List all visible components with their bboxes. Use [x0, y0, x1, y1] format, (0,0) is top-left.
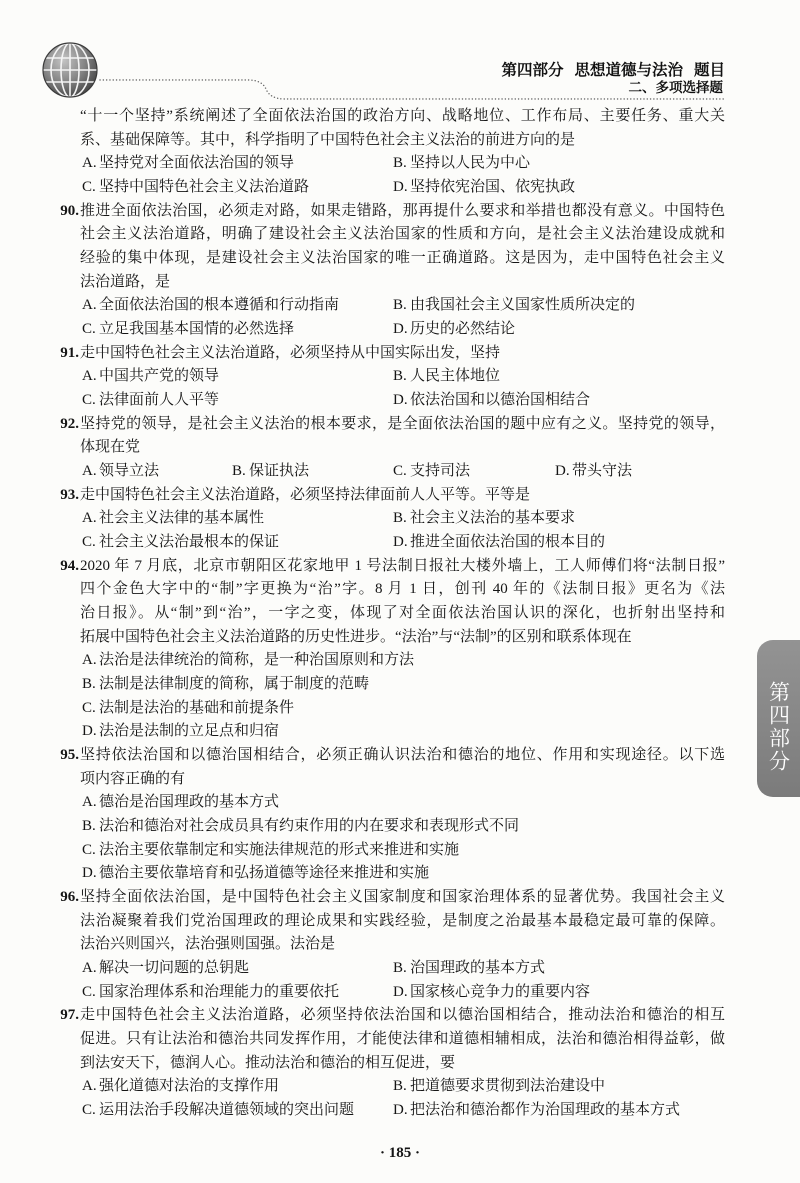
header-part: 第四部分: [501, 61, 564, 79]
option-text: 法治是法律统治的简称，是一种治国原则和方法: [99, 652, 415, 669]
option-text: 立足我国基本国情的必然选择: [99, 321, 295, 337]
question-stem-text: 治日报》。从“制”到“治”，一字之变，体现了对全面依法治国认识的深化，也折射出坚持和: [80, 604, 725, 621]
option-text: 法治是法制的立足点和归宿: [99, 723, 280, 740]
option-row: [80, 176, 725, 200]
option-row: [80, 152, 725, 176]
option-row: [80, 1099, 725, 1123]
question-stem-line: [80, 910, 725, 934]
option-C: [82, 839, 459, 863]
option-letter: A.: [82, 510, 97, 527]
option-letter: A.: [82, 155, 97, 172]
option-B: [393, 1075, 605, 1099]
option-letter: B.: [393, 959, 407, 976]
question-stem-line: [80, 933, 725, 957]
option-letter: D.: [393, 391, 408, 408]
option-letter: B.: [82, 817, 96, 834]
question-stem-line: [80, 578, 725, 602]
option-text: 依法治国和以德治国相结合: [410, 391, 591, 408]
option-text: 历史的必然结论: [410, 321, 516, 337]
question-stem-line: [80, 1028, 725, 1052]
question-stem-line: [60, 342, 725, 366]
option-text: 解决一切问题的总钥匙: [99, 959, 250, 976]
question-stem-text: 坚持全面依法治国，是中国特色社会主义国家制度和国家治理体系的显著优势。我国社会主义: [80, 888, 725, 905]
option-B: [393, 152, 530, 176]
question-stem-text: 走中国特色社会主义法治道路，必须坚持从中国实际出发，坚持: [80, 344, 501, 361]
option-text: 法制是法律制度的简称，属于制度的范畴: [99, 675, 370, 692]
option-row: [80, 720, 725, 744]
option-C: [82, 389, 219, 413]
question-stem-text: 法治兴则国兴，法治强则国强。法治是: [80, 936, 336, 953]
option-letter: C.: [82, 321, 96, 337]
option-text: 法律面前人人平等: [99, 391, 220, 408]
option-C: [82, 176, 309, 200]
option-row: [80, 460, 725, 484]
question-number: 91.: [60, 344, 79, 361]
option-B: [393, 365, 500, 389]
option-row: [80, 981, 725, 1005]
question-stem-line: [80, 602, 725, 626]
option-D: [393, 531, 605, 555]
header-title: [501, 59, 725, 81]
option-letter: C.: [82, 179, 96, 195]
option-letter: C.: [82, 391, 96, 408]
question-stem-text: 坚持依法治国和以德治国相结合，必须正确认识法治和德治的地位、作用和实现途径。以下选: [80, 746, 725, 763]
option-A: [82, 791, 279, 815]
question-stem-text: 坚持党的领导，是社会主义法治的根本要求，是全面依法治国的题中应有之义。坚持党的领导，: [80, 415, 725, 432]
option-text: 德治是治国理政的基本方式: [99, 794, 280, 811]
question-95: [60, 744, 725, 886]
option-D: [555, 460, 632, 484]
option-row: [80, 294, 725, 318]
page-number: · 185 ·: [379, 1145, 420, 1161]
option-C: [82, 981, 339, 1005]
option-letter: A.: [82, 1078, 97, 1095]
option-text: 治国理政的基本方式: [410, 959, 546, 976]
option-B: [393, 957, 545, 981]
option-letter: A.: [82, 462, 97, 479]
question-number: 96.: [60, 888, 79, 905]
option-letter: B.: [393, 368, 407, 385]
option-text: 坚持党对全面依法治国的领导: [99, 155, 295, 172]
option-letter: C.: [393, 462, 407, 479]
option-letter: B.: [82, 675, 96, 692]
question-stem-line: [80, 223, 725, 247]
question-stem-line: [60, 200, 725, 224]
option-row: [80, 365, 725, 389]
option-letter: C.: [82, 1101, 96, 1118]
question-continued: [80, 105, 725, 200]
option-A: [82, 957, 249, 981]
question-stem-text: 四个金色大字中的“制”字更换为“治”字。8 月 1 日，创刊 40 年的《法制日报》更名为《法: [80, 581, 725, 598]
question-stem-text: 走中国特色社会主义法治道路，必须坚持法律面前人人平等。平等是: [80, 486, 531, 503]
option-B: [393, 294, 635, 318]
option-letter: A.: [82, 652, 97, 669]
option-text: 推进全面依法治国的根本目的: [410, 533, 606, 550]
option-D: [393, 389, 590, 413]
option-letter: D.: [82, 723, 97, 740]
option-text: 法治主要依靠制定和实施法律规范的形式来推进和实施: [99, 841, 460, 858]
option-letter: A.: [82, 368, 97, 385]
option-text: 全面依法治国的根本遵循和行动指南: [99, 297, 340, 314]
option-letter: C.: [82, 841, 96, 858]
option-text: 法制是法治的基础和前提条件: [99, 699, 295, 716]
option-text: 领导立法: [99, 462, 160, 479]
header-subsection: 二、多项选择题: [628, 80, 723, 96]
option-D: [393, 981, 590, 1005]
question-number: 94.: [60, 557, 79, 574]
option-letter: B.: [393, 297, 407, 314]
option-text: 强化道德对法治的支撑作用: [99, 1078, 280, 1095]
option-text: 人民主体地位: [410, 368, 501, 385]
question-stem-line: [60, 484, 725, 508]
option-letter: B.: [232, 462, 246, 479]
question-list: [60, 105, 725, 1123]
option-letter: D.: [393, 321, 408, 337]
option-letter: B.: [393, 510, 407, 527]
question-stem-text: 体现在党: [80, 439, 141, 456]
option-row: [80, 507, 725, 531]
option-text: 社会主义法治的基本要求: [410, 510, 576, 527]
option-text: 法治和德治对社会成员具有约束作用的内在要求和表现形式不同: [99, 817, 520, 834]
question-stem-line: [80, 271, 725, 295]
question-stem-line: [60, 886, 725, 910]
option-letter: D.: [393, 983, 408, 1000]
option-row: [80, 531, 725, 555]
question-number: 92.: [60, 415, 79, 432]
option-row: [80, 389, 725, 413]
option-row: [80, 815, 725, 839]
question-number: 93.: [60, 486, 79, 503]
option-text: 中国共产党的领导: [99, 368, 220, 385]
option-letter: D.: [393, 1101, 408, 1118]
option-text: 坚持中国特色社会主义法治道路: [99, 179, 310, 195]
question-number: 90.: [60, 202, 79, 219]
question-stem-line: [80, 129, 725, 153]
option-row: [80, 1075, 725, 1099]
option-D: [82, 720, 279, 744]
option-letter: C.: [82, 983, 96, 1000]
option-text: 德治主要依靠培育和弘扬道德等途径来推进和实施: [99, 865, 430, 882]
question-number: 95.: [60, 746, 79, 763]
question-94: [60, 555, 725, 744]
question-stem-text: 促进。只有让法治和德治共同发挥作用，才能使法律和道德相辅相成，法治和德治相得益彰，做: [80, 1030, 725, 1047]
option-A: [82, 294, 339, 318]
question-stem-line: [80, 626, 725, 650]
option-D: [82, 862, 429, 886]
side-section-tab-label: 第四部分: [766, 680, 791, 773]
question-stem-text: 经验的集中体现，是建设社会主义法治国家的唯一正确道路。这是因为，走中国特色社会主义: [80, 250, 725, 266]
option-row: [80, 318, 725, 342]
option-C: [82, 531, 279, 555]
option-D: [393, 318, 515, 342]
option-text: 社会主义法治最根本的保证: [99, 533, 280, 550]
option-text: 国家核心竞争力的重要内容: [410, 983, 591, 1000]
question-96: [60, 886, 725, 1004]
question-stem-line: [80, 105, 725, 129]
question-stem-text: 社会主义法治道路，明确了建设社会主义法治国家的性质和方向，是社会主义法治建设成就和: [80, 226, 725, 243]
question-93: [60, 484, 725, 555]
question-91: [60, 342, 725, 413]
option-row: [80, 862, 725, 886]
question-number: 97.: [60, 1007, 79, 1024]
option-text: 运用法治手段解决道德领域的突出问题: [99, 1101, 355, 1118]
option-text: 坚持以人民为中心: [410, 155, 531, 172]
question-97: [60, 1004, 725, 1122]
option-A: [82, 152, 294, 176]
option-B: [82, 815, 519, 839]
option-row: [80, 649, 725, 673]
question-stem-line: [60, 1004, 725, 1028]
option-letter: D.: [555, 462, 570, 479]
option-text: 把道德要求贯彻到法治建设中: [410, 1078, 606, 1095]
option-letter: A.: [82, 794, 97, 811]
option-row: [80, 791, 725, 815]
option-text: 国家治理体系和治理能力的重要依托: [99, 983, 340, 1000]
option-text: 保证执法: [249, 462, 310, 479]
question-stem-text: 系、基础保障等。其中，科学指明了中国特色社会主义法治的前进方向的是: [80, 131, 576, 148]
option-A: [82, 1075, 279, 1099]
question-stem-text: 2020 年 7 月底，北京市朝阳区花家地甲 1 号法制日报社大楼外墙上，工人师傅们将“法制日报”: [80, 557, 725, 574]
option-B: [232, 460, 309, 484]
option-row: [80, 697, 725, 721]
option-text: 带头守法: [572, 462, 633, 479]
question-stem-text: 推进全面依法治国，必须走对路，如果走错路，那再提什么要求和举措也都没有意义。中国特色: [80, 202, 725, 219]
option-D: [393, 176, 575, 200]
option-letter: D.: [393, 533, 408, 550]
question-stem-line: [80, 768, 725, 792]
question-stem-line: [80, 247, 725, 271]
question-90: [60, 200, 725, 342]
option-C: [82, 318, 294, 342]
option-text: 把法治和德治都作为治国理政的基本方式: [410, 1101, 681, 1118]
question-stem-line: [80, 1052, 725, 1076]
option-C: [82, 697, 294, 721]
option-row: [80, 673, 725, 697]
option-text: 社会主义法律的基本属性: [99, 510, 265, 527]
option-letter: D.: [393, 179, 408, 195]
option-letter: A.: [82, 297, 97, 314]
option-text: 坚持依宪治国、依宪执政: [410, 179, 576, 195]
question-stem-text: 法治凝聚着我们党治国理政的理论成果和实践经验，是制度之治最基本最稳定最可靠的保障。: [80, 912, 725, 929]
question-stem-line: [60, 555, 725, 579]
option-row: [80, 957, 725, 981]
question-92: [60, 413, 725, 484]
question-stem-text: 拓展中国特色社会主义法治道路的历史性进步。“法治”与“法制”的区别和联系体现在: [80, 628, 632, 645]
option-C: [82, 1099, 354, 1123]
option-letter: B.: [393, 155, 407, 172]
option-A: [82, 460, 159, 484]
header-subject: 思想道德与法治: [574, 61, 683, 79]
option-B: [393, 507, 575, 531]
option-letter: C.: [82, 699, 96, 716]
option-text: 由我国社会主义国家性质所决定的: [410, 297, 636, 314]
question-stem-text: 到法安天下，德润人心。推动法治和德治的相互促进，要: [80, 1054, 456, 1071]
option-A: [82, 507, 264, 531]
header-label: 题目: [693, 61, 725, 79]
question-stem-text: “十一个坚持”系统阐述了全面依法治国的政治方向、战略地位、工作布局、主要任务、重大关: [80, 108, 725, 124]
option-C: [393, 460, 470, 484]
option-A: [82, 365, 219, 389]
option-row: [80, 839, 725, 863]
option-letter: D.: [82, 865, 97, 882]
option-B: [82, 673, 369, 697]
side-section-tab: [757, 640, 800, 797]
option-text: 支持司法: [410, 462, 471, 479]
option-letter: C.: [82, 533, 96, 550]
question-stem-text: 项内容正确的有: [80, 770, 186, 787]
question-stem-line: [60, 744, 725, 768]
option-letter: A.: [82, 959, 97, 976]
question-stem-line: [80, 436, 725, 460]
option-D: [393, 1099, 680, 1123]
question-stem-line: [60, 413, 725, 437]
question-stem-text: 法治道路，是: [80, 273, 171, 290]
question-stem-text: 走中国特色社会主义法治道路，必须坚持依法治国和以德治国相结合，推动法治和德治的相互: [80, 1007, 725, 1024]
option-letter: B.: [393, 1078, 407, 1095]
option-A: [82, 649, 414, 673]
